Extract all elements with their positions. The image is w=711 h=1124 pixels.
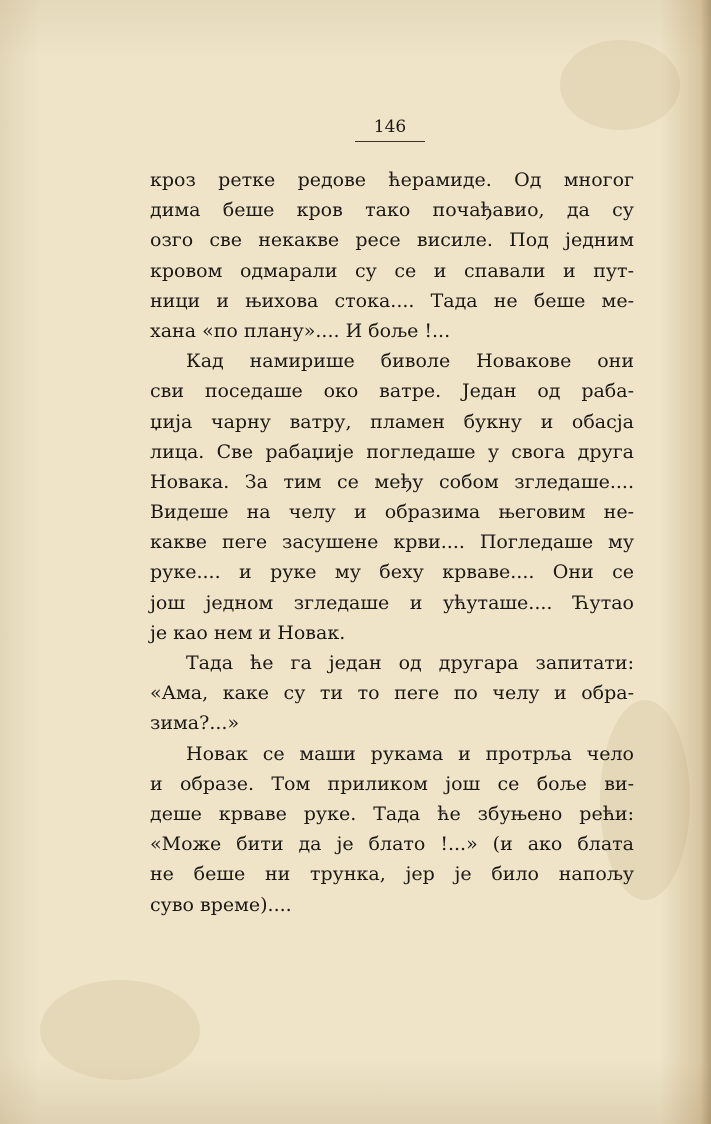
text-line: «Може бити да је блато !...» (и ако блата (150, 833, 634, 856)
text-line: још једном згледаше и ућуташе.... Ћутао (150, 591, 634, 614)
text-line: руке.... и руке му беху крваве.... Они се (150, 561, 634, 584)
text-line: је као нем и Новак. (150, 621, 346, 644)
text-line: и образе. Том приликом још се боље ви- (150, 772, 634, 795)
text-line: деше крваве руке. Тада ће збуњено рећи: (150, 802, 634, 825)
text-line: Новака. За тим се међу собом згледаше.... (150, 470, 634, 493)
text-line: кроз ретке редове ћерамиде. Од многог (150, 169, 634, 191)
text-line: озго све некакве ресе висиле. Под једним (150, 229, 634, 252)
paper-stain (40, 980, 200, 1080)
text-line: џија чарну ватру, пламен букну и обасја (150, 410, 634, 433)
paper-stain (560, 40, 680, 130)
page-number-rule (355, 141, 425, 142)
text-line: сви поседаше око ватре. Један од раба- (150, 380, 634, 403)
text-line: Видеше на челу и образима његовим не- (150, 501, 634, 524)
text-line: зима?...» (150, 712, 240, 735)
text-line: ници и њихова стока.... Тада не беше ме- (150, 289, 634, 312)
body-text (150, 165, 634, 920)
text-line: Тада ће га један од другара запитати: (186, 652, 634, 674)
text-line: какве пеге засушене крви.... Погледаше му (150, 531, 634, 554)
text-line: лица. Све рабаџије погледаше у свога друга (150, 440, 634, 463)
text-line: «Ама, каке су ти то пеге по челу и обра- (150, 682, 634, 705)
text-line: хана «по плану».... И боље !... (150, 319, 451, 342)
page-number: 146 (373, 117, 407, 137)
text-line: кровом одмарали су се и спавали и пут- (150, 259, 634, 282)
text-line: не беше ни трунка, јер је било напољу (150, 863, 634, 886)
text-line: Новак се маши рукама и протрља чело (186, 742, 634, 765)
text-line: дима беше кров тако почађавио, да су (150, 199, 634, 222)
text-line: суво време).... (150, 893, 292, 916)
text-line: Кад намирише биволе Новакове они (186, 350, 634, 373)
